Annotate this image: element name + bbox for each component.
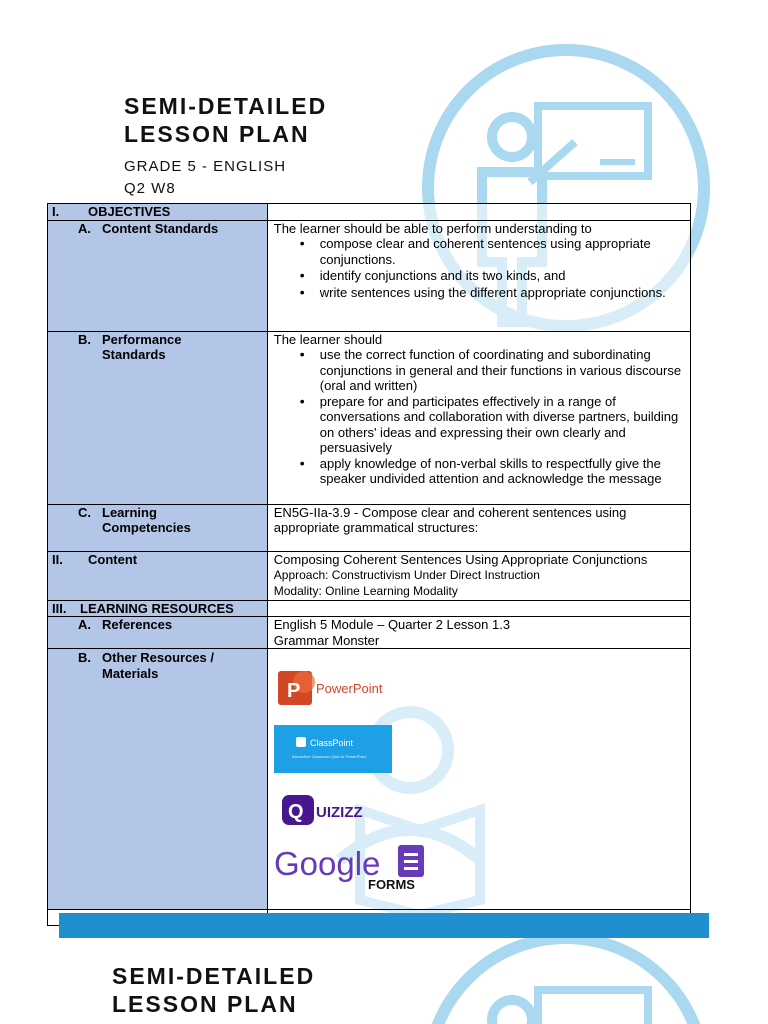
powerpoint-logo-icon [274,665,394,709]
sub-number: C. [78,504,91,520]
list-item: • identify conjunctions and its two kinds, and [300,268,684,284]
sub-label: Content Standards [102,220,219,236]
list-item: • use the correct function of coordinating and subordinating conjunctions in general and their functions in various discourse (oral and written) [300,347,684,394]
references-value [267,617,690,649]
bullet-list [274,236,684,300]
content-label [48,551,268,600]
sub-label: References [102,617,173,632]
quarter-label: Q2 W8 [124,180,176,197]
powerpoint-letter: P [286,680,301,702]
objectives-value [267,204,690,221]
logo-list [274,649,684,901]
content-main: Composing Coherent Sentences Using Appropriate Conjunctions [273,551,648,567]
list-item: • prepare for and participates effectively in a range of conversations and collaboration with diverse partners, building on others' ideas and expressing their own clearly and persuasively [300,394,684,456]
references-row [48,617,691,649]
objectives-header [48,204,268,221]
sub-label-line-1: Other Resources / [102,650,214,665]
objectives-row [48,204,691,221]
learning-resources-header [48,600,268,617]
document-header [124,92,327,200]
learning-competencies-label [48,504,268,551]
content-standards-value [267,220,690,331]
sub-number: A. [78,617,91,632]
performance-standards-value [267,331,690,504]
learning-competencies-row [48,504,691,551]
sub-label-line-1: Learning [102,504,157,520]
other-resources-row [48,649,691,910]
section-label: OBJECTIVES [88,204,171,219]
reference-line: Grammar Monster [273,632,380,648]
learning-resources-value [267,600,690,617]
classpoint-text: ClassPoint [309,738,353,748]
list-item: • compose clear and coherent sentences using appropriate conjunctions. [300,236,684,267]
intro-text: The learner should be able to perform understanding to [273,220,592,236]
grade-label: GRADE 5 - ENGLISH [124,158,287,175]
performance-standards-label [48,331,268,504]
learning-competencies-value [267,504,690,551]
sub-label-line-1: Performance [102,331,182,347]
content-standards-row [48,220,691,331]
section-label: Content [88,551,138,567]
section-number: III. [52,600,67,616]
sub-label-line-2: Standards [102,347,166,362]
powerpoint-text: PowerPoint [315,681,383,696]
sub-label-line-2: Competencies [102,520,191,535]
lesson-plan-table [47,203,691,926]
title-line-2: LESSON PLAN [124,121,310,147]
google-text: Google [273,845,381,882]
quizizz-letter: Q [287,801,304,823]
content-modality: Modality: Online Learning Modality [273,584,458,598]
content-row [48,551,691,600]
sub-number: B. [78,650,91,665]
forms-text: FORMS [367,877,415,892]
content-value [267,551,690,600]
quizizz-logo-icon [274,793,374,827]
title-line-1: SEMI-DETAILED [124,93,328,119]
title-line-1: SEMI-DETAILED [112,963,316,989]
section-number: I. [52,204,60,219]
learning-resources-row [48,600,691,617]
sub-label-line-2: Materials [102,665,159,681]
references-label [48,617,268,649]
other-resources-label [48,649,268,910]
page-divider-bar [59,913,709,938]
content-approach: Approach: Constructivism Under Direct Instruction [273,568,540,582]
classpoint-tagline: Interactive Classroom Quiz in PowerPoint [291,754,366,759]
list-item: • write sentences using the different appropriate conjunctions. [300,285,684,301]
teacher-watermark-icon-lower [420,930,720,1024]
bullet-list [274,347,684,487]
intro-text: The learner should [273,331,383,347]
title-line-2: LESSON PLAN [112,991,298,1017]
document-header-page-2 [112,962,315,1018]
classpoint-logo-icon [274,725,392,773]
quizizz-text: UIZIZZ [315,804,363,821]
competency-text: EN5G-IIa-3.9 - Compose clear and coherent sentences using appropriate grammatical structures: [273,504,627,535]
other-resources-value [267,649,690,910]
content-standards-label [48,220,268,331]
sub-number: A. [78,220,91,236]
section-label: LEARNING RESOURCES [80,600,234,616]
google-forms-logo-icon [274,843,434,893]
reference-line: English 5 Module – Quarter 2 Lesson 1.3 [273,617,511,632]
list-item: • apply knowledge of non-verbal skills to respectfully give the speaker undivided attention and acknowledge the message [300,456,684,487]
performance-standards-row [48,331,691,504]
section-number: II. [52,551,63,567]
sub-number: B. [78,331,91,347]
